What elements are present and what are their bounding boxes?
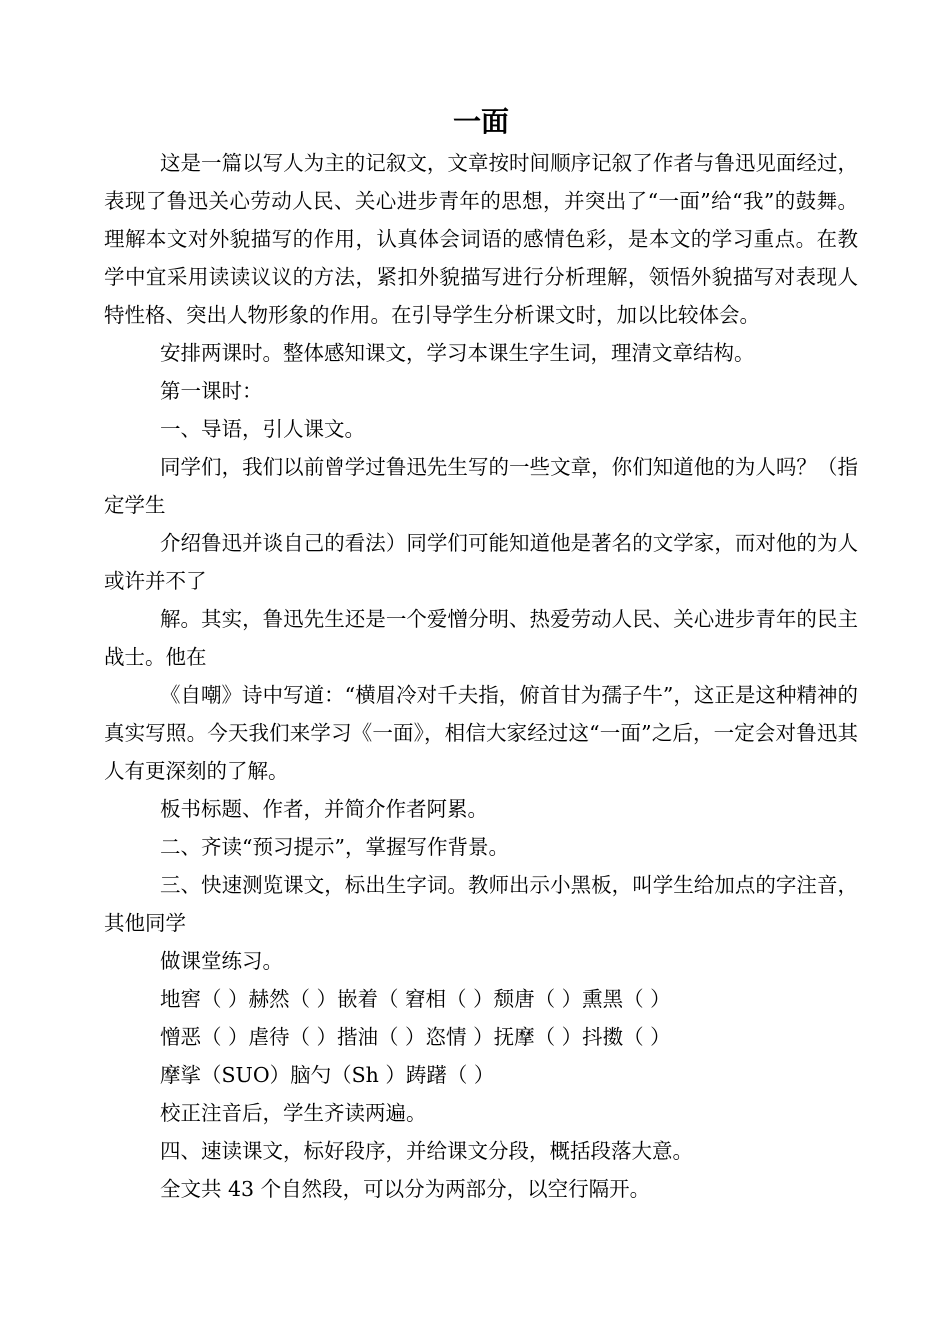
paragraph-exercise: 做课堂练习。 <box>160 949 283 973</box>
paragraph-poem: 《自嘲》诗中写道：“横眉冷对千夫指，俯首甘为孺子牛”，这正是这种精神的真实写照。今天我们来学习《一面》，相信大家经过这“一面”之后，一定会对鲁迅其人有更深刻的了解。 <box>104 683 858 783</box>
paragraph-step-four: 四、速读课文，标好段序，并给课文分段，概括段落大意。 <box>160 1139 693 1163</box>
paragraph-question: 同学们，我们以前曾学过鲁迅先生写的一些文章，你们知道他的为人吗？（指定学生 <box>104 455 858 517</box>
document-page <box>104 100 858 1208</box>
paragraph-correct: 校正注音后，学生齐读两遍。 <box>160 1101 427 1125</box>
paragraph-lesson-one: 第一课时： <box>160 379 263 403</box>
paragraph-intro: 这是一篇以写人为主的记叙文，文章按时间顺序记叙了作者与鲁迅见面经过，表现了鲁迅关心劳动人民、关心进步青年的思想，并突出了“一面”给“我”的鼓舞。理解本文对外貌描写的作用，认真体会词语的感情色彩，是本文的学习重点。在教学中宜采用读读议议的方法，紧扣外貌描写进行分析理解，领悟外貌描写对表现人特性格、突出人物形象的作用。在引导学生分析课文时，加以比较体会。 <box>104 151 858 327</box>
paragraph-structure: 全文共 43 个自然段，可以分为两部分，以空行隔开。 <box>160 1177 651 1201</box>
document-body <box>104 144 858 1208</box>
paragraph-explain: 解。其实，鲁迅先生还是一个爱憎分明、热爱劳动人民、关心进步青年的民主战士。他在 <box>104 607 858 669</box>
paragraph-vocab-row-3: 摩挲（SUO）脑勺（Sh ）踌躇（ ） <box>160 1063 495 1087</box>
paragraph-step-two: 二、齐读“预习提示”，掌握写作背景。 <box>160 835 509 859</box>
paragraph-introduce: 介绍鲁迅并谈自己的看法）同学们可能知道他是著名的文学家，而对他的为人或许并不了 <box>104 531 858 593</box>
paragraph-step-three: 三、快速测览课文，标出生字词。教师出示小黑板，叫学生给加点的字注音，其他同学 <box>104 873 858 935</box>
paragraph-board: 板书标题、作者，并简介作者阿累。 <box>160 797 488 821</box>
paragraph-vocab-row-2: 憎恶（ ）虐待（ ）揩油（ ）恣情 ）抚摩（ ）抖擞（ ） <box>160 1025 671 1049</box>
paragraph-step-one: 一、导语，引人课文。 <box>160 417 365 441</box>
document-title: 一面 <box>452 105 509 138</box>
paragraph-vocab-row-1: 地窖（ ）赫然（ ）嵌着（ 窘相（ ）颓唐（ ）熏黑（ ） <box>160 987 671 1011</box>
paragraph-schedule: 安排两课时。整体感知课文，学习本课生字生词，理清文章结构。 <box>160 341 755 365</box>
